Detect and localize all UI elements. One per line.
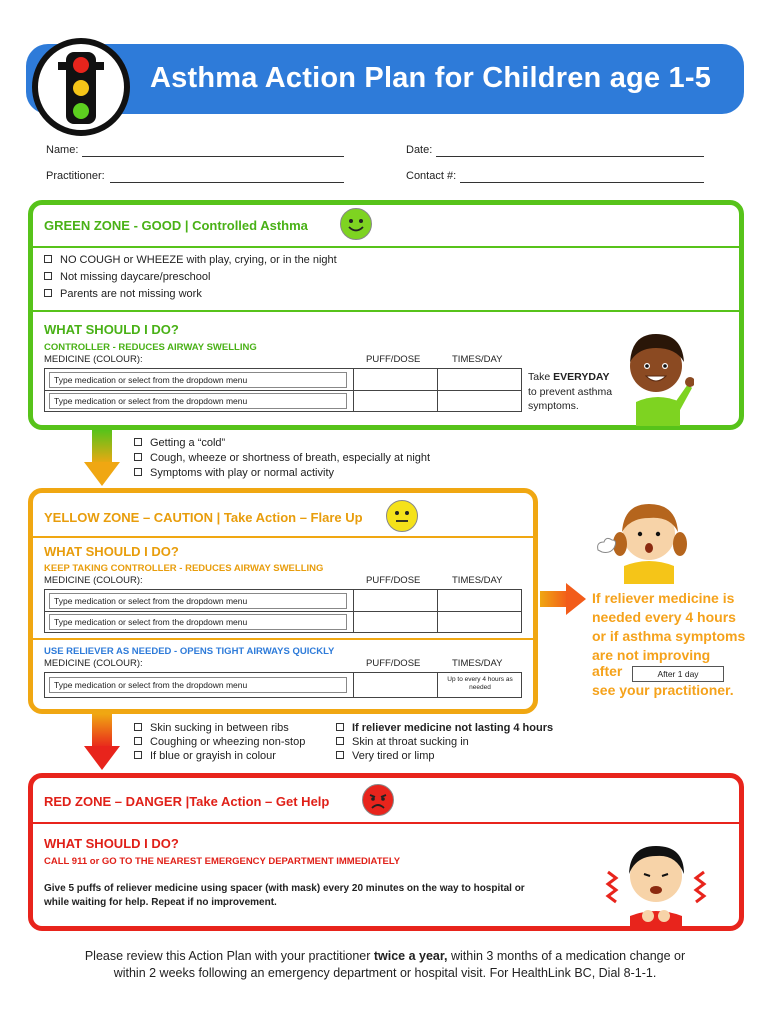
reliever-label: USE RELIEVER AS NEEDED - OPENS TIGHT AIRWAYS QUICKLY: [44, 646, 335, 657]
list-item[interactable]: Parents are not missing work: [44, 286, 337, 303]
checkbox[interactable]: [134, 468, 142, 476]
practitioner-label: Practitioner:: [46, 170, 105, 182]
divider: [33, 246, 739, 248]
list-item[interactable]: Getting a “cold”: [134, 436, 430, 451]
list-item[interactable]: If reliever medicine not lasting 4 hours: [336, 721, 553, 735]
list-item[interactable]: Very tired or limp: [336, 749, 553, 763]
reliever-times-value[interactable]: Up to every 4 hours as needed: [447, 676, 513, 691]
sad-face-icon: [362, 784, 394, 816]
green-medication-table: [44, 368, 522, 412]
checkbox[interactable]: [134, 723, 142, 731]
yellow-triggers: [134, 436, 430, 481]
reliever-warning-note: If reliever medicine is needed every 4 hours or if asthma symptoms are not improving: [592, 590, 746, 663]
divider: [33, 310, 739, 312]
checkbox[interactable]: [44, 289, 52, 297]
red-light-icon: [73, 57, 89, 73]
yellow-medication-table: [44, 589, 522, 633]
yellow-medication-select-1[interactable]: Type medication or select from the dropdown menu: [49, 593, 347, 609]
times-column-label: TIMES/DAY: [452, 354, 503, 365]
puff-column-label: PUFF/DOSE: [366, 575, 421, 586]
row-divider: [45, 611, 521, 612]
yellow-medication-select-2[interactable]: Type medication or select from the dropdown menu: [49, 614, 347, 630]
red-triggers-left: [134, 721, 305, 763]
checkbox[interactable]: [44, 272, 52, 280]
checkbox[interactable]: [44, 255, 52, 263]
arrow-stem: [540, 591, 568, 607]
page-title: Asthma Action Plan for Children age 1-5: [150, 62, 712, 94]
name-label: Name:: [46, 144, 79, 156]
neutral-face-icon: [386, 500, 418, 532]
list-item[interactable]: If blue or grayish in colour: [134, 749, 305, 763]
green-medication-select-2[interactable]: Type medication or select from the dropdown menu: [49, 393, 347, 409]
footer-line-2: within 2 weeks following an emergency department or hospital visit. For HealthLink BC, Dial 8-1-1.: [113, 966, 657, 980]
date-field[interactable]: [436, 145, 704, 157]
checkbox[interactable]: [134, 438, 142, 446]
list-item[interactable]: Not missing daycare/preschool: [44, 269, 337, 286]
green-controller-label: CONTROLLER - REDUCES AIRWAY SWELLING: [44, 342, 257, 353]
after-duration-select[interactable]: After 1 day: [632, 666, 724, 682]
name-field[interactable]: [82, 145, 344, 157]
divider: [33, 822, 739, 824]
puff-column-label: PUFF/DOSE: [366, 354, 421, 365]
medicine-column-label: MEDICINE (COLOUR):: [44, 354, 143, 365]
times-column-label: TIMES/DAY: [452, 575, 503, 586]
green-note-line-1: Take EVERYDAY: [528, 371, 610, 383]
green-note-line-3: symptoms.: [528, 400, 579, 412]
green-medication-select-1[interactable]: Type medication or select from the dropdown menu: [49, 372, 347, 388]
checkbox[interactable]: [134, 737, 142, 745]
column-divider: [353, 673, 354, 697]
divider: [33, 638, 533, 640]
list-item[interactable]: Cough, wheeze or shortness of breath, especially at night: [134, 451, 430, 466]
column-divider: [437, 673, 438, 697]
times-column-label: TIMES/DAY: [452, 658, 503, 669]
traffic-light-side: [58, 62, 66, 70]
red-call-instruction: CALL 911 or GO TO THE NEAREST EMERGENCY DEPARTMENT IMMEDIATELY: [44, 856, 401, 867]
green-light-icon: [73, 103, 89, 119]
red-instruction: Give 5 puffs of reliever medicine using spacer (with mask) every 20 minutes on the way to hospital or while waiting for help. Repeat if no improvement.: [44, 883, 525, 908]
child-coughing-illustration: [594, 488, 694, 584]
list-item[interactable]: NO COUGH or WHEEZE with play, crying, or in the night: [44, 252, 337, 269]
medicine-column-label: MEDICINE (COLOUR):: [44, 575, 143, 586]
arrow-stem: [92, 714, 112, 748]
yellow-light-icon: [73, 80, 89, 96]
list-item[interactable]: Symptoms with play or normal activity: [134, 466, 430, 481]
happy-face-icon: [340, 208, 372, 240]
contact-field[interactable]: [460, 171, 704, 183]
divider: [33, 536, 533, 538]
list-item[interactable]: Skin at throat sucking in: [336, 735, 553, 749]
green-checklist: [44, 252, 337, 303]
child-happy-illustration: [622, 322, 694, 426]
red-triggers-right: [336, 721, 553, 763]
checkbox[interactable]: [134, 751, 142, 759]
puff-column-label: PUFF/DOSE: [366, 658, 421, 669]
reliever-medication-table: [44, 672, 522, 698]
date-label: Date:: [406, 144, 433, 156]
list-item[interactable]: Coughing or wheezing non-stop: [134, 735, 305, 749]
reliever-medication-select[interactable]: Type medication or select from the dropdown menu: [49, 677, 347, 693]
traffic-light-side: [96, 62, 104, 70]
green-what-heading: WHAT SHOULD I DO?: [44, 322, 179, 337]
right-arrow-icon: [566, 583, 586, 615]
list-item[interactable]: Skin sucking in between ribs: [134, 721, 305, 735]
yellow-controller-label: KEEP TAKING CONTROLLER - REDUCES AIRWAY SWELLING: [44, 563, 324, 574]
traffic-light-icon: [66, 52, 96, 124]
checkbox[interactable]: [336, 737, 344, 745]
contact-label: Contact #:: [406, 170, 457, 182]
red-what-heading: WHAT SHOULD I DO?: [44, 836, 179, 851]
see-practitioner-note: see your practitioner.: [592, 682, 734, 698]
checkbox[interactable]: [134, 453, 142, 461]
practitioner-field[interactable]: [110, 171, 344, 183]
child-distressed-illustration: [600, 832, 712, 928]
footer-note: [0, 948, 770, 982]
after-label: after: [592, 663, 623, 679]
checkbox[interactable]: [336, 751, 344, 759]
footer-line-1: Please review this Action Plan with your practitioner twice a year, within 3 months of a medication change or: [84, 949, 686, 963]
row-divider: [45, 390, 521, 391]
checkbox[interactable]: [336, 723, 344, 731]
red-zone-title: RED ZONE – DANGER |Take Action – Get Help: [44, 794, 330, 809]
arrow-stem: [92, 430, 112, 464]
yellow-zone-title: YELLOW ZONE – CAUTION | Take Action – Flare Up: [44, 510, 363, 525]
down-arrow-icon: [84, 746, 120, 770]
green-note-line-2: to prevent asthma: [528, 386, 613, 398]
down-arrow-icon: [84, 462, 120, 486]
green-zone-title: GREEN ZONE - GOOD | Controlled Asthma: [44, 218, 308, 233]
yellow-what-heading: WHAT SHOULD I DO?: [44, 544, 179, 559]
medicine-column-label: MEDICINE (COLOUR):: [44, 658, 143, 669]
